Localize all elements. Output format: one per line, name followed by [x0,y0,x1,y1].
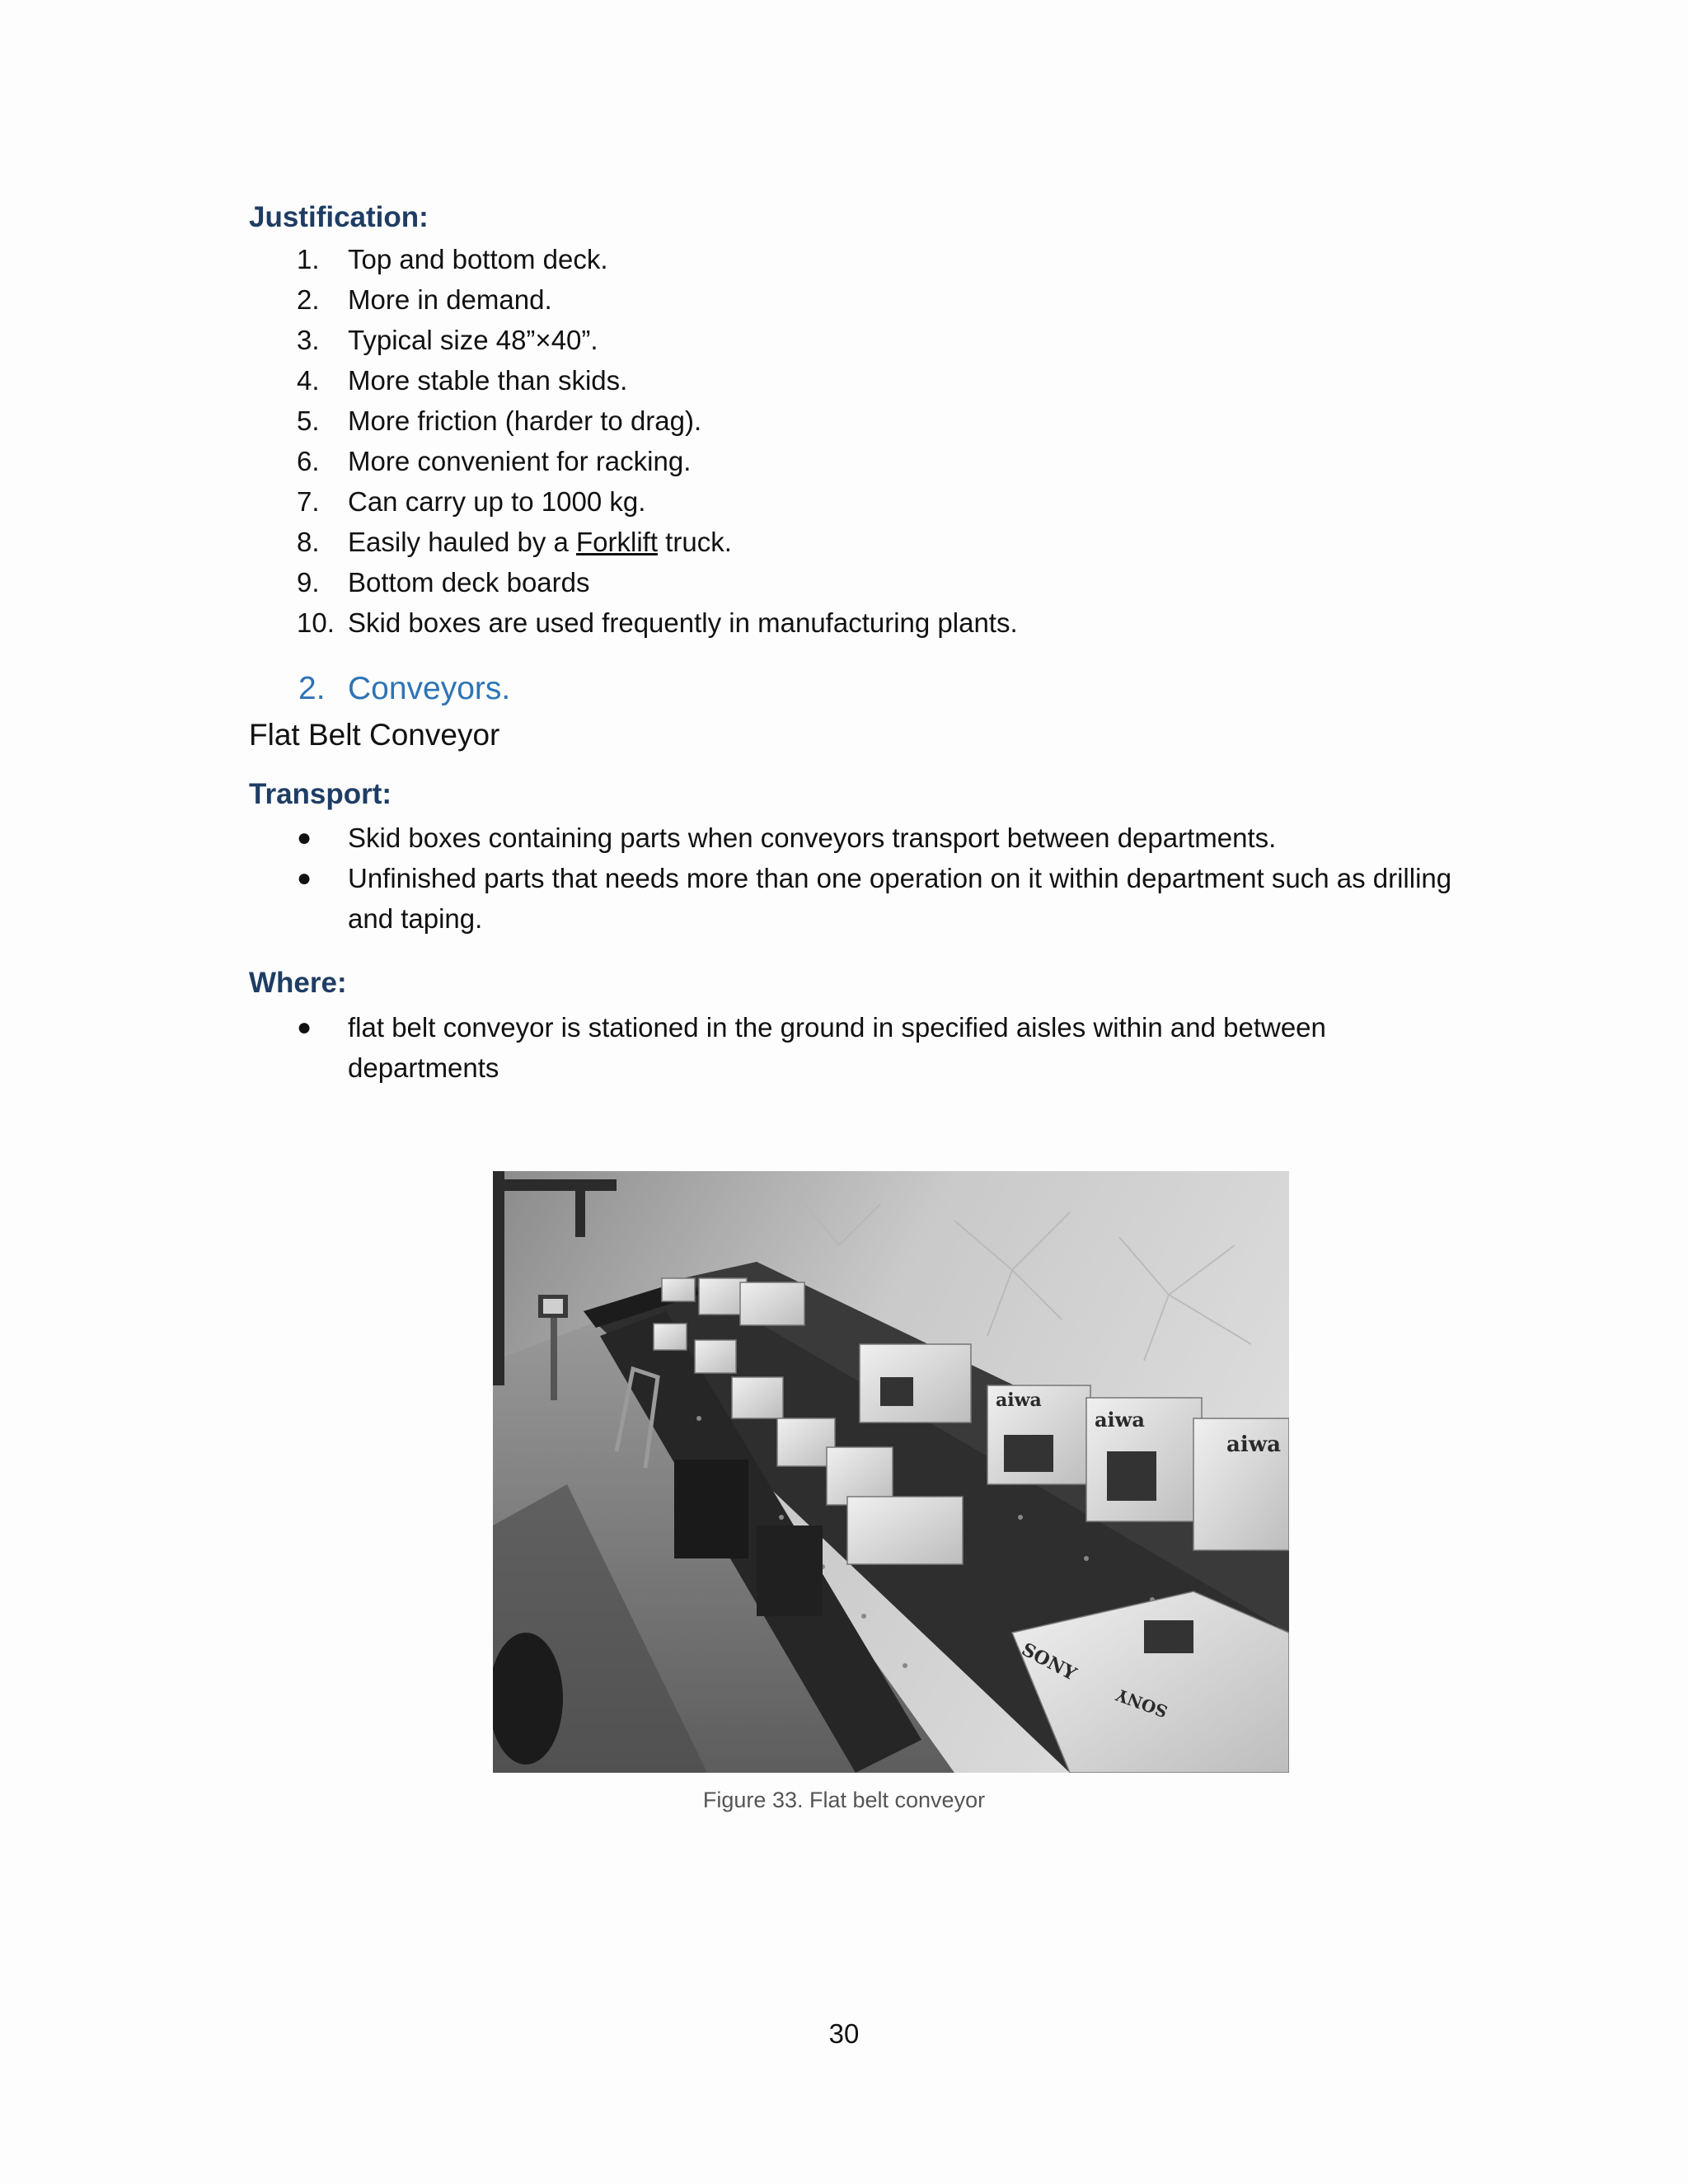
where-list [249,1007,1469,1088]
list-item: 3. Typical size 48”×40”. [297,325,598,355]
box-label: aiwa [1095,1408,1145,1432]
page-number: 30 [828,2018,860,2049]
list-item: 10. Skid boxes are used frequently in manufacturing plants. [297,607,1018,638]
section-number: 2. [298,671,326,706]
list-item: 9. Bottom deck boards [297,567,590,598]
forklift-link[interactable]: Forklift [576,527,659,557]
list-item: 1. Top and bottom deck. [297,244,608,274]
bullet-icon: ● [297,865,312,892]
justification-heading: Justification: [249,201,429,233]
box-label: SONY [1113,1685,1170,1722]
box-label: SONY [1018,1638,1080,1685]
transport-heading: Transport: [249,778,392,810]
list-item: 2. More in demand. [297,284,552,315]
transport-list [249,818,1469,939]
bullet-icon: ● [297,824,312,851]
list-item: 7. Can carry up to 1000 kg. [297,486,646,517]
flat-belt-conveyor-photo [493,1171,1289,1773]
figure-caption: Figure 33. Flat belt conveyor [702,1788,986,1812]
conveyor-type-title: Flat Belt Conveyor [249,718,500,752]
list-item: ● Skid boxes containing parts when conveyors transport between departments. [249,818,1469,858]
list-item: ● flat belt conveyor is stationed in the ground in specified aisles within and between departments [249,1007,1469,1088]
section-heading-conveyors [298,670,510,708]
list-item: 4. More stable than skids. [297,365,628,396]
where-heading: Where: [249,967,347,999]
bullet-icon: ● [297,1014,312,1041]
section-title: Conveyors. [348,671,511,706]
justification-list [249,239,1469,643]
list-item: ● Unfinished parts that needs more than one operation on it within department such as drilling and taping. [249,858,1469,939]
box-label: aiwa [1226,1432,1281,1457]
list-item: 8. Easily hauled by a Forklift truck. [297,527,732,557]
box-label: aiwa [996,1390,1042,1411]
list-item: 6. More convenient for racking. [297,446,692,476]
list-item: 5. More friction (harder to drag). [297,405,702,436]
